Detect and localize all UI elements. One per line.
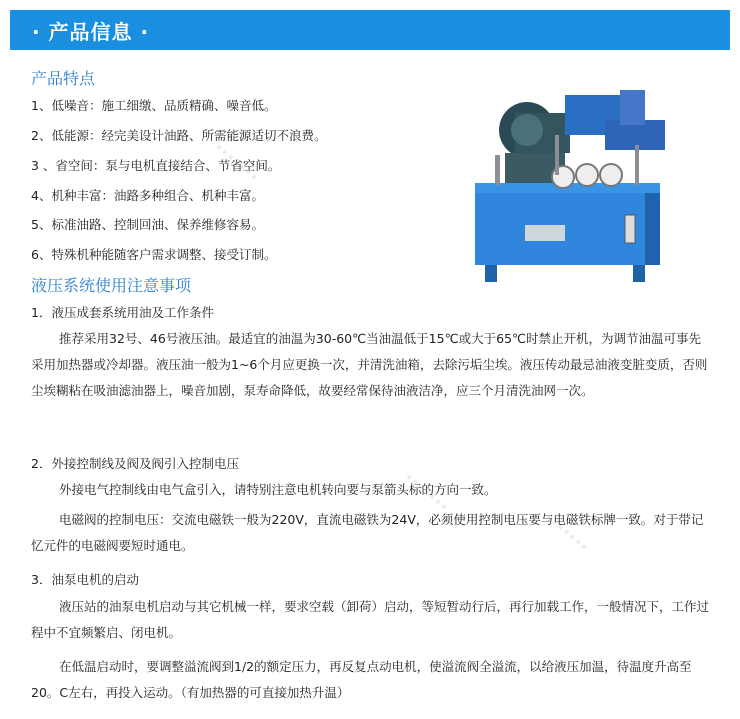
watermark: ·······: [538, 505, 595, 559]
feature-item: 5、标准油路、控制回油、保养维修容易。: [31, 217, 264, 232]
feature-item: 1、低噪音：施工细缴、品质精确、噪音低。: [31, 98, 277, 113]
section-banner: [10, 10, 730, 50]
note-heading-3: 3．油泵电机的启动: [31, 572, 139, 587]
note-paragraph-1: 推荐采用32号、46号液压油。最适宜的油温为30-60℃当油温低于15℃或大于65℃时禁止开机，为调节油温可事先采用加热器或冷却器。液压油一般为1~6个月应更换一次，并清洗油箱，去除污垢尘埃。液压传动最忌油液变脏变质，否则尘埃糊粘在吸油滤油器上，噪音加剧，泵寿命降低，故要经常保待油液洁净，应三个月清洗油网一次。: [31, 331, 708, 398]
feature-item: 3 、省空间：泵与电机直接结合、节省空间。: [31, 158, 281, 173]
note-paragraph-2a: 外接电气控制线由电气盒引入，请特别注意电机转向要与泵箭头标的方向一致。: [59, 482, 497, 497]
hydraulic-unit-image: [455, 75, 677, 290]
notes-title: 液压系统使用注意事项: [31, 276, 192, 295]
banner-title: · 产品信息 ·: [32, 19, 150, 44]
note-paragraph-3b: 在低温启动时，要调整溢流阀到1/2的额定压力，再反复点动电机，使溢流阀全溢流，以给液压加温，待温度升高至20。C左右，再投入运动。（有加热器的可直接加热升温）: [31, 659, 692, 700]
feature-item: 2、低能源：经完美设计油路、所需能源适切不浪费。: [31, 128, 327, 143]
watermark: ·······: [208, 135, 265, 189]
feature-item: 4、机种丰富：油路多种组合、机种丰富。: [31, 188, 264, 203]
note-paragraph-2b: 电磁阀的控制电压：交流电磁铁一般为220V，直流电磁铁为24V，必须使用控制电压要与电磁铁标牌一致。对于带记忆元件的电磁阀要短时通电。: [31, 512, 704, 553]
feature-item: 6、特殊机种能随客户需求调整、接受订制。: [31, 247, 277, 262]
watermark: ·······: [398, 465, 455, 519]
features-title: 产品特点: [31, 69, 96, 88]
note-paragraph-3a: 液压站的油泵电机启动与其它机械一样，要求空载（卸荷）启动，等短暂动行后，再行加载工作，一般情况下，工作过程中不宜频繁启、闭电机。: [31, 599, 710, 640]
note-heading-2: 2．外接控制线及阀及阀引入控制电压: [31, 456, 239, 471]
note-heading-1: 1．液压成套系统用油及工作条件: [31, 305, 214, 320]
